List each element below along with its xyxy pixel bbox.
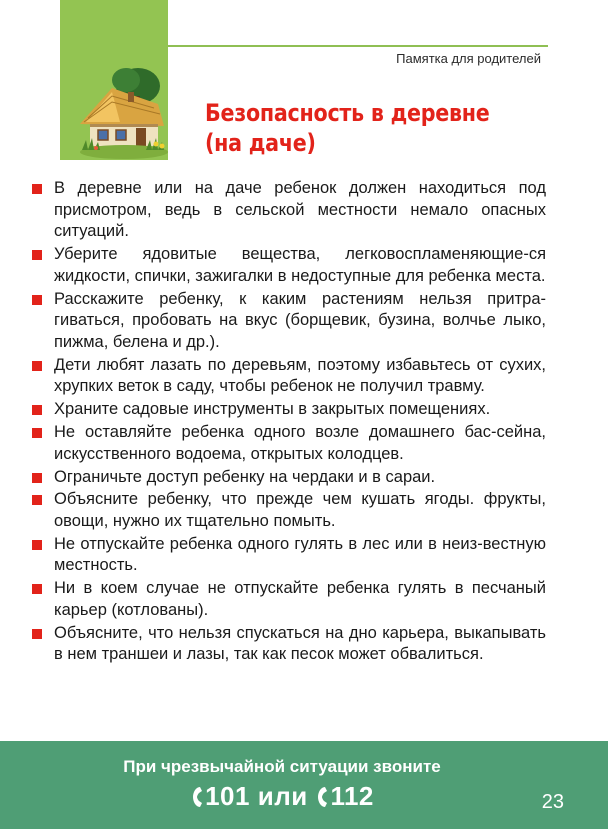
page-title	[205, 98, 490, 158]
or-word: или	[257, 781, 308, 811]
section-label: Памятка для родителей	[396, 51, 541, 66]
safety-tips-list	[32, 178, 546, 667]
square-bullet-icon	[32, 629, 42, 639]
title-line-2: (на даче)	[205, 129, 316, 157]
emergency-footer	[0, 741, 608, 829]
list-item: Ни в коем случае не отпускайте ребенка гулять в песчаный карьер (котлованы).	[32, 578, 546, 621]
phone-number-101: 101	[205, 781, 250, 811]
list-item: Не оставляйте ребенка одного возле домашнего бас-сейна, искусственного водоема, открытых колодцев.	[32, 422, 546, 465]
square-bullet-icon	[32, 361, 42, 371]
square-bullet-icon	[32, 584, 42, 594]
list-item: Храните садовые инструменты в закрытых помещениях.	[32, 399, 546, 421]
square-bullet-icon	[32, 473, 42, 483]
list-item: Объясните, что нельзя спускаться на дно карьера, выкапывать в нем траншеи и лазы, так как песок может обвалиться.	[32, 623, 546, 666]
list-item: Не отпускайте ребенка одного гулять в лес или в неиз-вестную местность.	[32, 534, 546, 577]
phone-handset-icon	[315, 786, 329, 808]
title-line-1: Безопасность в деревне	[205, 99, 490, 127]
square-bullet-icon	[32, 405, 42, 415]
square-bullet-icon	[32, 250, 42, 260]
page-number: 23	[541, 791, 564, 813]
square-bullet-icon	[32, 495, 42, 505]
list-item: Расскажите ребенку, к каким растениям нельзя притра-гиваться, пробовать на вкус (борщевик, бузина, волчье лыко, пижма, белена и др.).	[32, 289, 546, 354]
list-item: Объясните ребенку, что прежде чем кушать ягоды. фрукты, овощи, нужно их тщательно помыть.	[32, 489, 546, 532]
square-bullet-icon	[32, 295, 42, 305]
emergency-text: При чрезвычайной ситуации звоните	[123, 757, 441, 776]
square-bullet-icon	[32, 540, 42, 550]
list-item: В деревне или на даче ребенок должен находиться под присмотром, ведь в сельской местности немало опасных ситуаций.	[32, 178, 546, 243]
header-divider	[168, 45, 548, 47]
village-house-icon	[76, 66, 172, 160]
list-item: Дети любят лазать по деревьям, поэтому избавьтесь от сухих, хрупких веток в саду, чтобы ребенок не получил травму.	[32, 355, 546, 398]
list-item: Уберите ядовитые вещества, легковоспламеняющие-ся жидкости, спички, зажигалки в недоступные для ребенка места.	[32, 244, 546, 287]
emergency-numbers	[0, 781, 564, 812]
square-bullet-icon	[32, 184, 42, 194]
phone-number-112: 112	[330, 781, 374, 811]
square-bullet-icon	[32, 428, 42, 438]
list-item: Ограничьте доступ ребенку на чердаки и в сараи.	[32, 467, 546, 489]
phone-handset-icon	[190, 786, 204, 808]
